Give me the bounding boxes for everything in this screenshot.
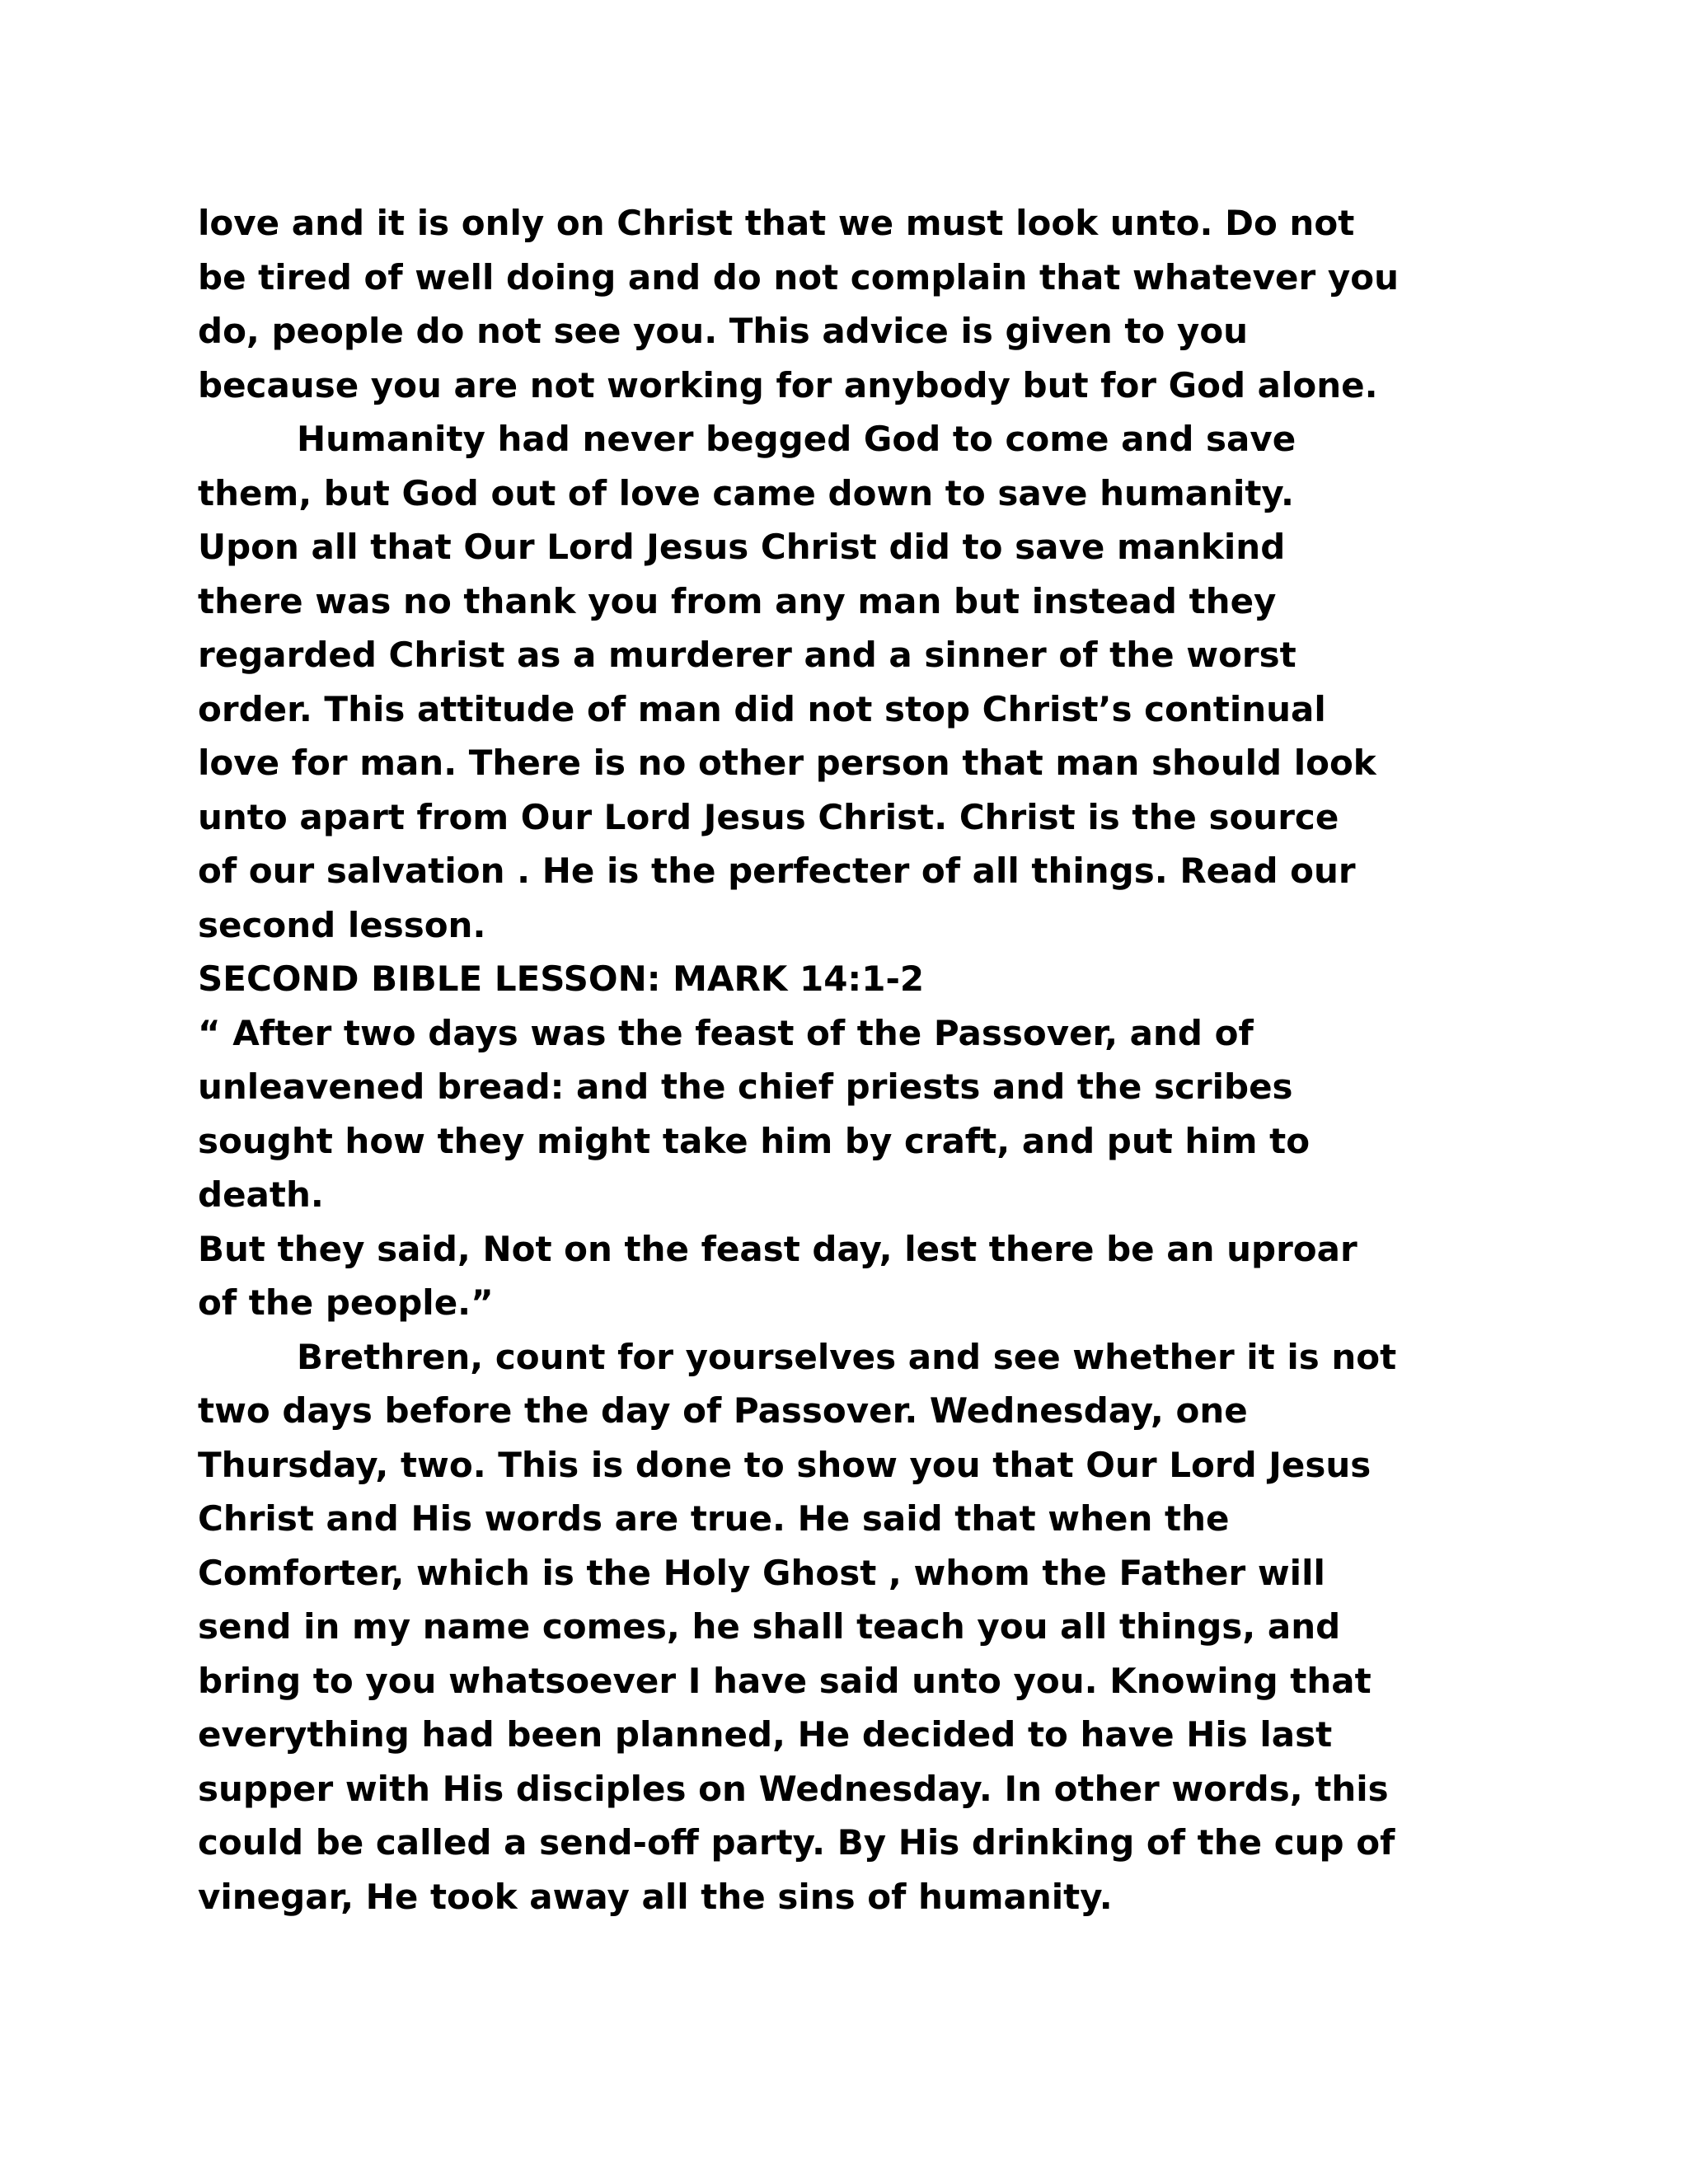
text-line: love for man. There is no other person that man should look — [198, 743, 1376, 783]
paragraph-start-line: Humanity had never begged God to come and save — [297, 419, 1296, 459]
text-line: bring to you whatsoever I have said unto you. Knowing that — [198, 1660, 1372, 1701]
scripture-line: sought how they might take him by craft, and put him to — [198, 1120, 1311, 1161]
text-line: send in my name comes, he shall teach you all things, and — [198, 1606, 1341, 1647]
text-line: Upon all that Our Lord Jesus Christ did to save mankind — [198, 527, 1286, 567]
scripture-line: death. — [198, 1174, 324, 1215]
text-line: because you are not working for anybody but for God alone. — [198, 364, 1378, 405]
text-line: Christ and His words are true. He said that when the — [198, 1498, 1230, 1539]
text-line: of our salvation . He is the perfecter of all things. Read our — [198, 851, 1356, 891]
text-line: two days before the day of Passover. Wednesday, one — [198, 1390, 1248, 1431]
text-line: them, but God out of love came down to save humanity. — [198, 472, 1294, 513]
text-line: do, people do not see you. This advice is given to you — [198, 311, 1249, 351]
text-line: love and it is only on Christ that we must look unto. Do not — [198, 203, 1355, 243]
text-line: everything had been planned, He decided to have His last — [198, 1714, 1333, 1755]
scripture-line: But they said, Not on the feast day, lest there be an uproar — [198, 1228, 1357, 1269]
text-line: unto apart from Our Lord Jesus Christ. Christ is the source — [198, 796, 1339, 837]
text-line: second lesson. — [198, 904, 486, 945]
document-body — [198, 196, 1492, 1924]
scripture-line: unleavened bread: and the chief priests and the scribes — [198, 1066, 1293, 1107]
text-line: could be called a send-off party. By His drinking of the cup of — [198, 1822, 1395, 1863]
text-line: be tired of well doing and do not complain that whatever you — [198, 256, 1399, 298]
text-line: Thursday, two. This is done to show you that Our Lord Jesus — [198, 1444, 1372, 1485]
text-line: Comforter, which is the Holy Ghost , whom the Father will — [198, 1552, 1325, 1593]
paragraph-start-line: Brethren, count for yourselves and see whether it is not — [297, 1336, 1397, 1377]
text-line: regarded Christ as a murderer and a sinner of the worst — [198, 635, 1296, 675]
text-line: order. This attitude of man did not stop Christ’s continual — [198, 688, 1326, 729]
text-line: there was no thank you from any man but instead they — [198, 580, 1277, 621]
scripture-line: of the people.” — [198, 1282, 494, 1323]
text-line: supper with His disciples on Wednesday. In other words, this — [198, 1768, 1389, 1809]
text-line: vinegar, He took away all the sins of humanity. — [198, 1876, 1113, 1917]
lesson-heading: SECOND BIBLE LESSON: MARK 14:1-2 — [198, 958, 925, 999]
scripture-line: “ After two days was the feast of the Passover, and of — [198, 1012, 1254, 1053]
